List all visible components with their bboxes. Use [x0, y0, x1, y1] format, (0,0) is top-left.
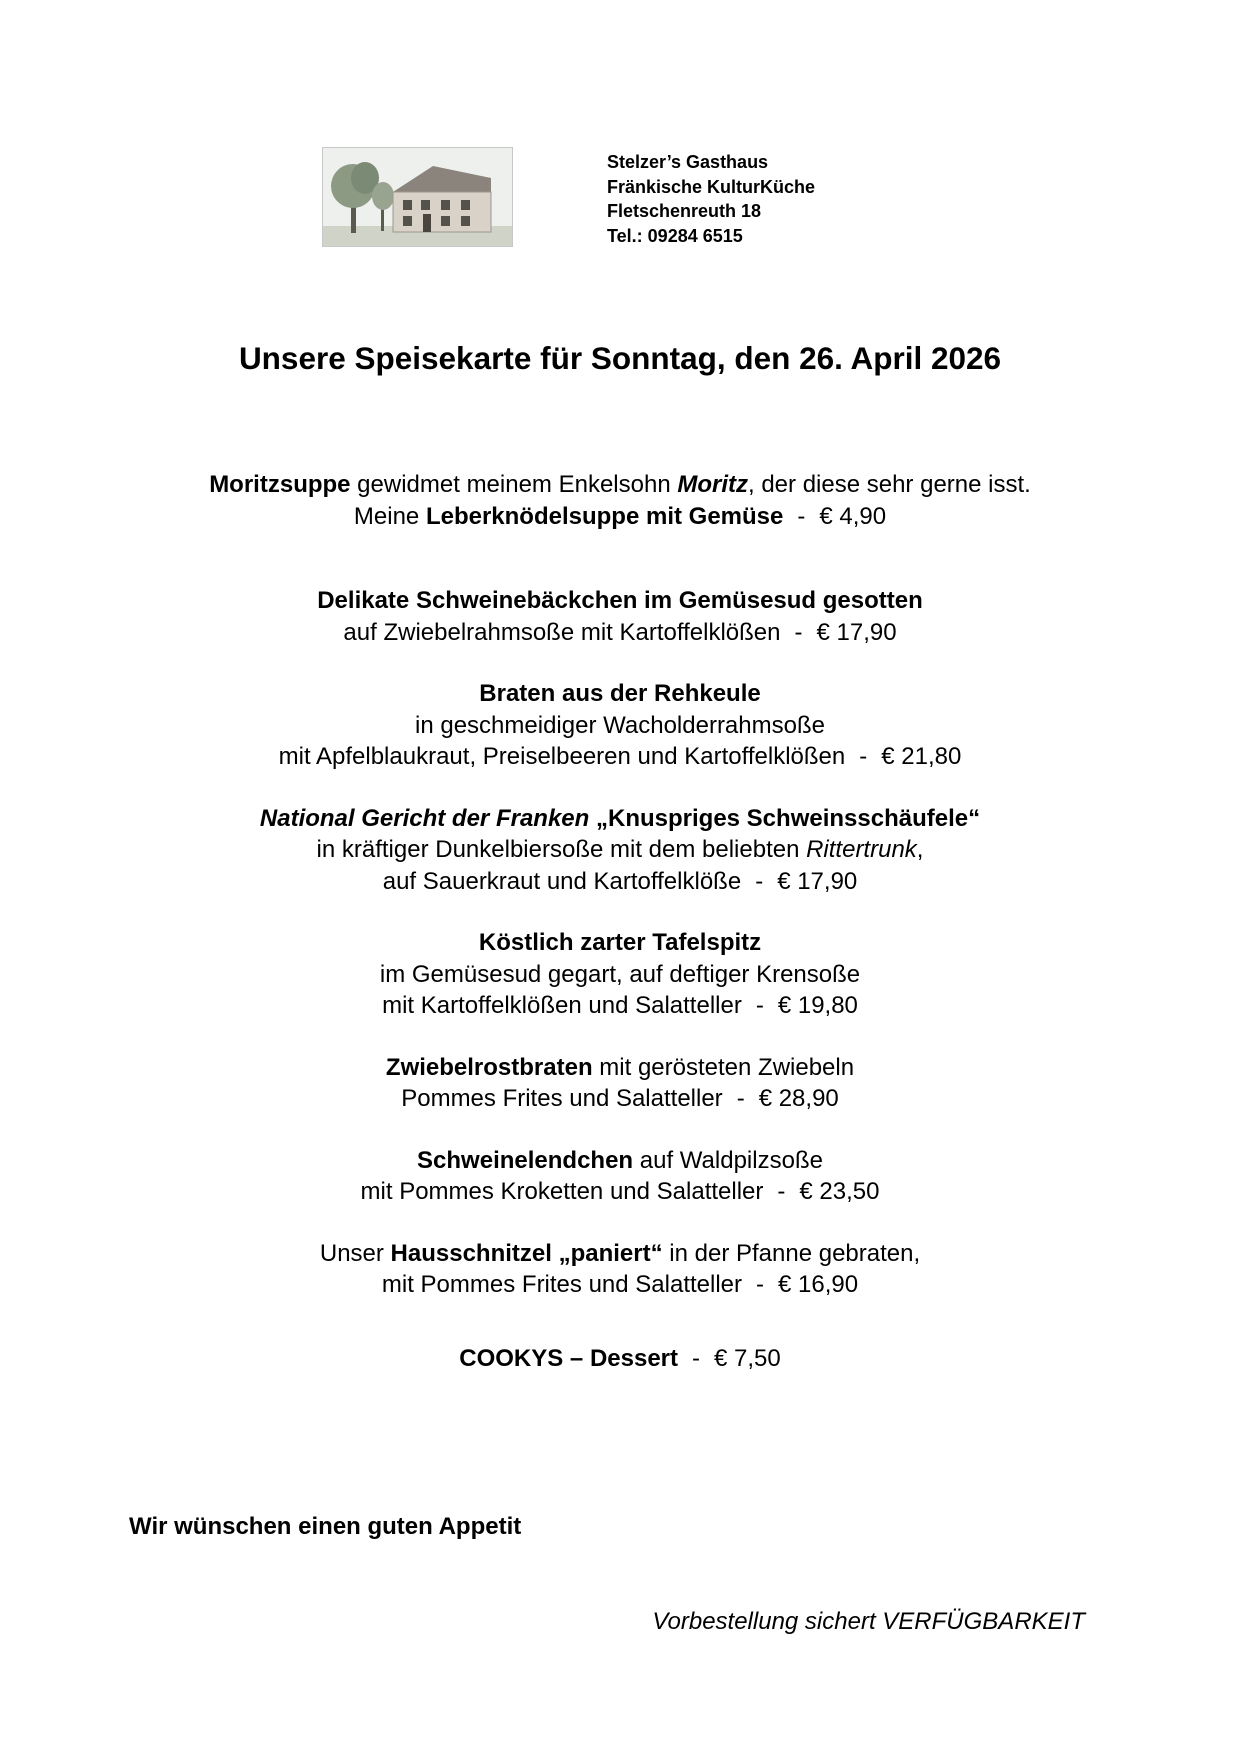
- tafelspitz-desc-2: mit Kartoffelklößen und Salatteller: [382, 992, 742, 1019]
- menu-item-cheeks: [0, 585, 1240, 648]
- menu-list: [0, 469, 1240, 1374]
- lendchen-desc-2: mit Pommes Kroketten und Salatteller: [360, 1178, 764, 1205]
- price-separator: -: [797, 502, 806, 530]
- price-separator: -: [777, 1178, 786, 1205]
- soup-prefix: Meine: [353, 502, 426, 530]
- guesthouse-illustration: [323, 148, 512, 246]
- lendchen-desc-1: auf Waldpilzsoße: [633, 1146, 823, 1174]
- rostbraten-desc-2: Pommes Frites und Salatteller: [401, 1085, 723, 1112]
- soup-dish: Leberknödelsuppe mit Gemüse: [425, 502, 784, 530]
- rostbraten-desc-1: mit gerösteten Zwiebeln: [592, 1053, 855, 1081]
- menu-item-dessert: [0, 1343, 1240, 1375]
- cheeks-name: Delikate Schweinebäckchen im Gemüsesud gesotten: [317, 587, 923, 614]
- rostbraten-price: € 28,90: [758, 1085, 839, 1112]
- price-separator: -: [755, 992, 764, 1019]
- menu-item-soup: [0, 469, 1240, 532]
- closing-greeting: Wir wünschen einen guten Appetit: [129, 1513, 522, 1540]
- schaeufele-desc-2: auf Sauerkraut und Kartoffelklöße: [382, 867, 742, 895]
- dessert-name: COOKYS – Dessert: [459, 1344, 679, 1372]
- cheeks-price: € 17,90: [816, 618, 897, 646]
- menu-item-tafelspitz: [0, 927, 1240, 1022]
- schaeufele-desc-1: in kräftiger Dunkelbiersoße mit dem beliebten: [316, 836, 807, 863]
- menu-item-lendchen: [0, 1145, 1240, 1208]
- soup-grandson: Moritz: [677, 471, 748, 498]
- soup-dedication-end: , der diese sehr gerne isst.: [748, 471, 1031, 498]
- dessert-price: € 7,50: [714, 1344, 781, 1372]
- schnitzel-prefix: Unser: [319, 1239, 391, 1267]
- venison-name: Braten aus der Rehkeule: [479, 680, 761, 707]
- restaurant-street: Fletschenreuth 18: [607, 201, 762, 221]
- schaeufele-name: „Knuspriges Schweinsschäufele“: [595, 804, 981, 832]
- restaurant-subtitle: Fränkische KulturKüche: [607, 176, 816, 197]
- preorder-note: Vorbestellung sichert VERFÜGBARKEIT: [652, 1608, 1085, 1635]
- lendchen-name: Schweinelendchen: [417, 1146, 634, 1174]
- soup-name: Moritzsuppe: [209, 471, 351, 498]
- venison-price: € 21,80: [881, 743, 962, 770]
- tafelspitz-desc-1: im Gemüsesud gegart, auf deftiger Krensoße: [379, 960, 861, 988]
- soup-dedication: gewidmet meinem Enkelsohn: [350, 471, 678, 498]
- venison-desc-2: mit Apfelblaukraut, Preiselbeeren und Kartoffelklößen: [278, 743, 846, 770]
- address-block: [607, 150, 815, 248]
- venison-desc-1: in geschmeidiger Wacholderrahmsoße: [415, 711, 825, 739]
- guesthouse-photo-icon: [322, 147, 513, 247]
- schnitzel-price: € 16,90: [778, 1271, 859, 1298]
- restaurant-phone: Tel.: 09284 6515: [607, 225, 743, 246]
- price-separator: -: [736, 1085, 745, 1112]
- menu-item-schaeufele: [0, 803, 1240, 898]
- price-separator: -: [859, 743, 868, 770]
- cheeks-desc: auf Zwiebelrahmsoße mit Kartoffelklößen: [343, 618, 781, 646]
- price-separator: -: [755, 867, 764, 895]
- tafelspitz-price: € 19,80: [777, 992, 858, 1019]
- schaeufele-price: € 17,90: [777, 867, 858, 895]
- schaeufele-beer: Rittertrunk: [806, 836, 917, 863]
- menu-item-rostbraten: [0, 1052, 1240, 1115]
- price-separator: -: [794, 618, 803, 646]
- schnitzel-desc-2: mit Pommes Frites und Salatteller: [381, 1271, 743, 1298]
- schaeufele-tagline: National Gericht der Franken: [259, 804, 590, 832]
- menu-item-venison: [0, 678, 1240, 773]
- price-separator: -: [756, 1271, 765, 1298]
- lendchen-price: € 23,50: [799, 1178, 880, 1205]
- rostbraten-name: Zwiebelrostbraten: [385, 1053, 593, 1081]
- soup-price: € 4,90: [819, 502, 887, 530]
- schnitzel-name: Hausschnitzel „paniert“: [390, 1239, 663, 1267]
- page-title: Unsere Speisekarte für Sonntag, den 26. April 2026: [238, 340, 1002, 376]
- price-separator: -: [692, 1344, 701, 1372]
- menu-item-schnitzel: [0, 1238, 1240, 1301]
- tafelspitz-name: Köstlich zarter Tafelspitz: [478, 929, 762, 956]
- schaeufele-desc-1-end: ,: [916, 836, 924, 863]
- restaurant-name: Stelzer’s Gasthaus: [607, 152, 769, 172]
- schnitzel-desc-1: in der Pfanne gebraten,: [662, 1239, 921, 1267]
